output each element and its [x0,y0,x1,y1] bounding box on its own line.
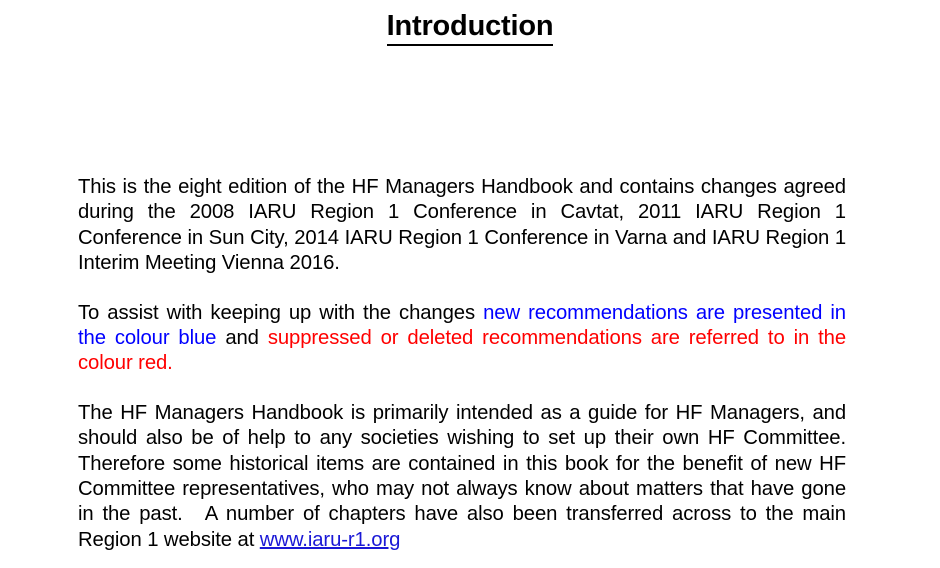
purpose-text-second: A number of chapters have also been transferred across to the main Region 1 website at [78,503,846,551]
purpose-text-first: The HF Managers Handbook is primarily intended as a guide for HF Managers, and should also be of help to any societies wishing to set up their own HF Committee. Therefore some historical items are contained in this book for the benefit of new HF Committee representatives, who may not always know about matters that have gone in the past. [78,401,846,526]
paragraph-intro-edition [78,175,846,277]
colour-key-lead-text: To assist with keeping up with the changes [78,301,484,324]
paragraph-colour-key [78,301,846,377]
page-title-container [0,10,940,46]
paragraph-purpose [78,401,846,553]
document-body [78,175,846,553]
colour-key-blue-text: new recommendations are presented in the colour blue [78,301,846,350]
page-title: Introduction [387,10,554,46]
colour-key-conjunction: and [216,327,268,350]
paragraph-text: This is the eight edition of the HF Managers Handbook and contains changes agreed during the 2008 IARU Region 1 Conference in Cavtat, 2011 IARU Region 1 Conference in Sun City, 2014 IARU Region 1 Conference in Varna and IARU Region 1 Interim Meeting Vienna 2016. [78,176,846,275]
iaru-region1-website-link[interactable]: www.iaru-r1.org [259,528,401,551]
colour-key-red-text: suppressed or deleted recommendations are referred to in the colour red. [78,327,847,375]
